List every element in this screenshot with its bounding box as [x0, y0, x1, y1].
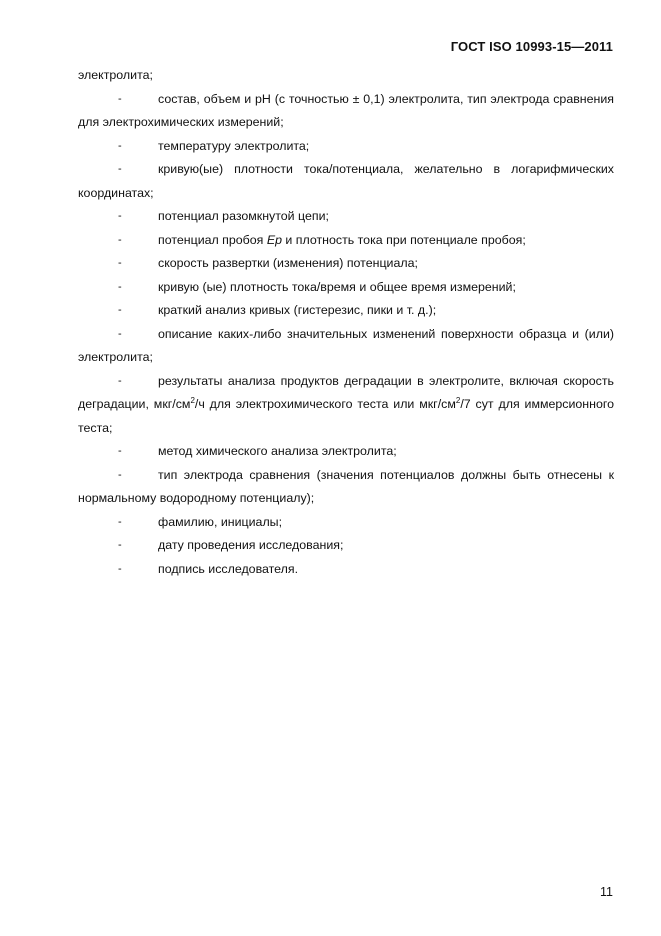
- continuation-text: электролита;: [78, 68, 153, 82]
- bullet-dash: -: [118, 304, 122, 316]
- list-item-text: /ч для электрохимического теста или мкг/см: [194, 397, 456, 411]
- list-item-text: подпись исследователя.: [158, 561, 299, 576]
- list-item: [78, 299, 614, 323]
- superscript-two: 2: [455, 396, 461, 405]
- list-item: [78, 323, 614, 370]
- bullet-dash: -: [118, 515, 122, 528]
- bullet-dash: -: [118, 280, 122, 293]
- document-body: [78, 64, 614, 581]
- page-number: 11: [600, 885, 613, 899]
- list-item-text: фамилию, инициалы;: [158, 514, 283, 529]
- list-item-text: и плотность тока при потенциале пробоя;: [281, 232, 526, 247]
- bullet-dash: -: [118, 210, 122, 222]
- list-item: [78, 205, 614, 229]
- list-item: [78, 135, 614, 159]
- list-item-text: тип электрода сравнения (значения потенциалов должны быть отнесены к нормальному водородному потенциалу);: [78, 467, 614, 505]
- list-item: [78, 276, 614, 300]
- standard-designation: ГОСТ ISO 10993-15—2011: [450, 39, 613, 54]
- list-item-text: состав, объем и рН (с точностью ± 0,1) электролита, тип электрода сравнения для электрохимических измерений;: [78, 91, 614, 129]
- list-item-text: потенциал пробоя: [158, 232, 267, 247]
- bullet-dash: -: [118, 163, 122, 175]
- list-item-text: дату проведения исследования;: [158, 538, 344, 552]
- list-item: [78, 370, 614, 441]
- list-item: [78, 558, 614, 582]
- list-item: [78, 511, 614, 535]
- list-item-text: кривую (ые) плотность тока/время и общее время измерений;: [158, 279, 516, 294]
- bullet-dash: -: [118, 468, 122, 481]
- list-item: [78, 534, 614, 558]
- list-item: [78, 229, 614, 253]
- list-item-text: кривую(ые) плотности тока/потенциала, желательно в логарифмических координатах;: [78, 162, 614, 200]
- list-item-text: метод химического анализа электролита;: [158, 444, 397, 458]
- bullet-dash: -: [118, 139, 122, 152]
- bullet-dash: -: [118, 562, 122, 575]
- list-item-text: краткий анализ кривых (гистерезис, пики и т. д.);: [158, 303, 437, 317]
- bullet-dash: -: [118, 92, 122, 105]
- list-item-text: /7 сут для иммерсионного теста;: [78, 397, 614, 435]
- bullet-dash: -: [118, 374, 122, 387]
- list-item-text: скорость развертки (изменения) потенциала;: [158, 256, 418, 270]
- list-item-text: потенциал разомкнутой цепи;: [158, 209, 329, 223]
- bullet-dash: -: [118, 539, 122, 551]
- bullet-dash: -: [118, 257, 122, 269]
- list-item: [78, 440, 614, 464]
- list-item: [78, 88, 614, 135]
- list-item-text: результаты анализа продуктов деградации в электролите, включая скорость деградации, мкг/см: [78, 373, 614, 411]
- bullet-dash: -: [118, 445, 122, 457]
- list-item-text: описание каких-либо значительных изменений поверхности образца и (или) электролита;: [78, 326, 614, 364]
- list-item: [78, 252, 614, 276]
- list-item-text: температуру электролита;: [158, 138, 310, 153]
- breakdown-potential-symbol: Ep: [266, 232, 282, 247]
- list-item: [78, 464, 614, 511]
- list-item: [78, 158, 614, 205]
- bullet-dash: -: [118, 233, 122, 246]
- superscript-two: 2: [190, 396, 195, 405]
- bullet-dash: -: [118, 327, 122, 340]
